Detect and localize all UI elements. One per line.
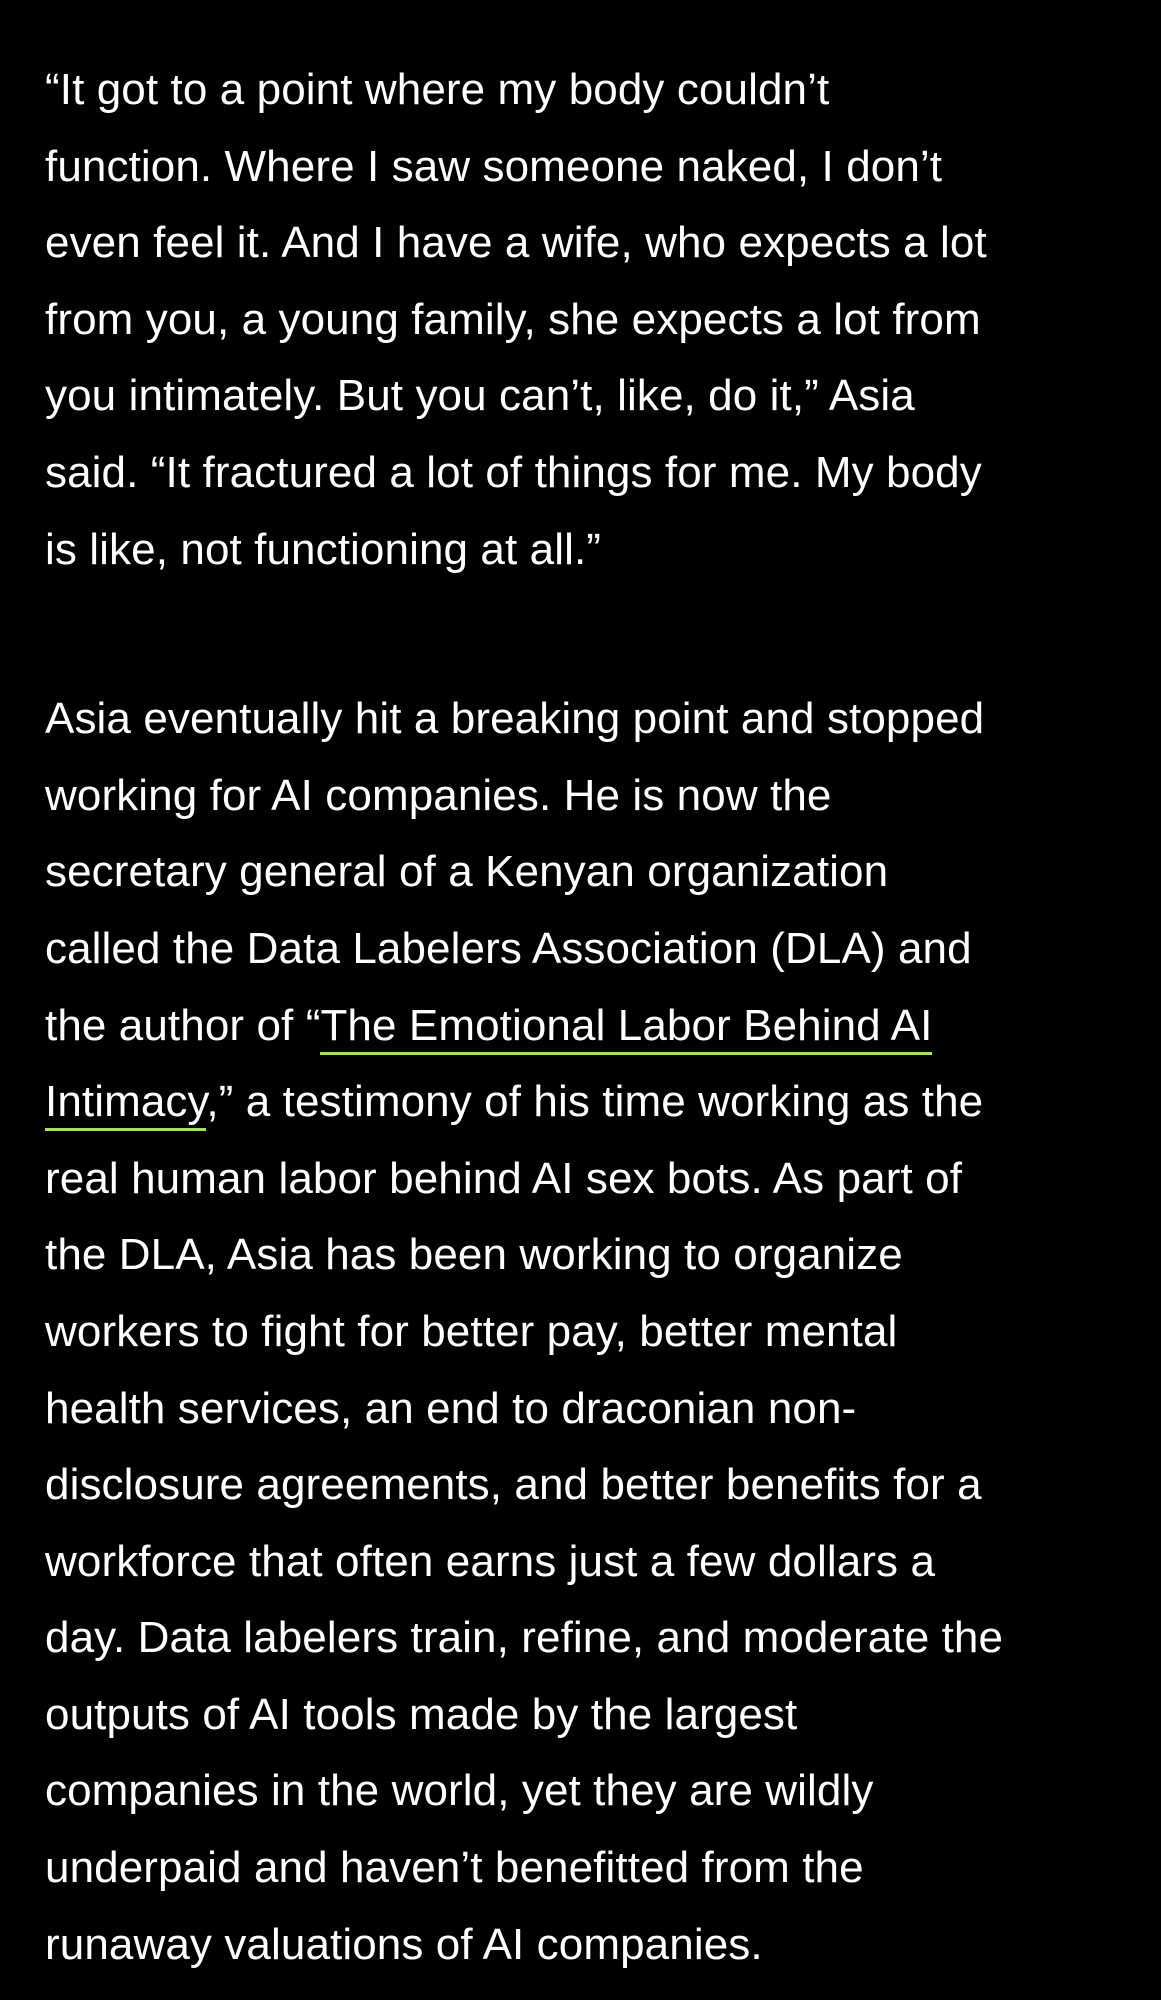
paragraph-line: secretary general of a Kenyan organization (45, 847, 889, 897)
paragraph-line: called the Data Labelers Association (DLA) and (45, 923, 972, 973)
paragraph-line: you intimately. But you can’t, like, do it,” Asia (45, 371, 915, 421)
paragraph-line-with-link (45, 988, 1125, 1065)
link-suffix-text: ,” a testimony of his time working as the (206, 1077, 984, 1127)
paragraph-line: from you, a young family, she expects a lot from (45, 294, 981, 344)
paragraph-line: underpaid and haven’t benefitted from the (45, 1843, 864, 1893)
paragraph-line: is like, not functioning at all.” (45, 524, 602, 574)
paragraph-line: real human labor behind AI sex bots. As part of (45, 1153, 963, 1203)
link-prefix-text: the author of “ (45, 1000, 321, 1050)
paragraph-line: “It got to a point where my body couldn’t (45, 65, 830, 114)
paragraph-line: disclosure agreements, and better benefits for a (45, 1460, 982, 1510)
article-link-part2[interactable]: Intimacy (45, 1077, 206, 1131)
paragraph-spacer (45, 588, 1125, 681)
paragraph-line-with-link (45, 1064, 1125, 1141)
paragraph-line: even feel it. And I have a wife, who expects a lot (45, 218, 987, 268)
paragraph-line: working for AI companies. He is now the (45, 770, 832, 820)
paragraph-line: workers to fight for better pay, better mental (45, 1306, 898, 1356)
article-link-part1[interactable]: The Emotional Labor Behind AI (320, 1001, 932, 1055)
paragraph-line: the DLA, Asia has been working to organize (45, 1230, 903, 1280)
paragraph-line: workforce that often earns just a few dollars a (45, 1536, 936, 1586)
article-body (45, 52, 1125, 1983)
paragraph-line: companies in the world, yet they are wildly (45, 1766, 874, 1816)
body-paragraph (45, 681, 1125, 1983)
paragraph-line: outputs of AI tools made by the largest (45, 1689, 798, 1739)
paragraph-line: said. “It fractured a lot of things for me. My body (45, 447, 982, 497)
paragraph-line: health services, an end to draconian non- (45, 1383, 857, 1433)
quote-paragraph (45, 52, 1125, 588)
paragraph-line: day. Data labelers train, refine, and moderate the (45, 1613, 1004, 1663)
paragraph-line: Asia eventually hit a breaking point and stopped (45, 694, 985, 744)
paragraph-line: runaway valuations of AI companies. (45, 1919, 763, 1969)
paragraph-line: function. Where I saw someone naked, I don’t (45, 141, 943, 191)
